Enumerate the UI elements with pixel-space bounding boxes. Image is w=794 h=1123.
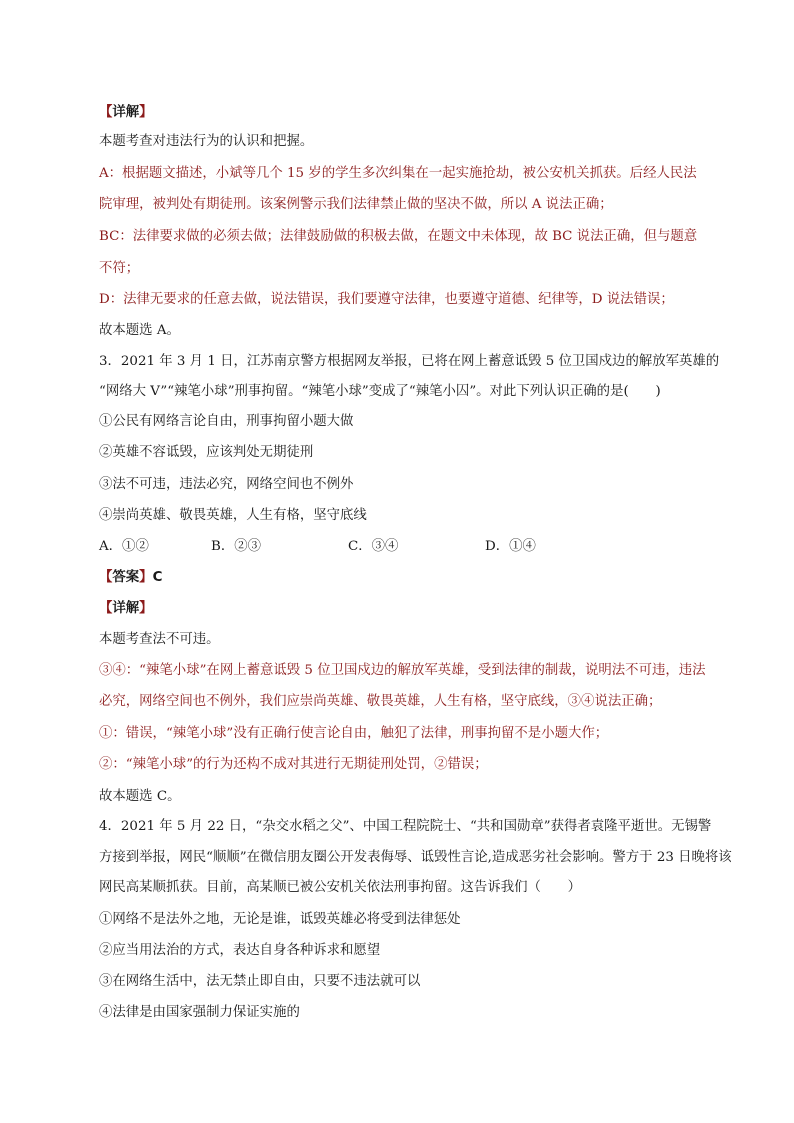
question-4-statement-1: ①网络不是法外之地，无论是谁，诋毁英雄必将受到法律惩处 [99,912,461,927]
question-4-statement-2: ②应当用法治的方式，表达自身各种诉求和愿望 [99,943,381,958]
choice-d: D．①④ [485,539,536,554]
explanation-a-line-2: 院审理，被判处有期徒刑。该案例警示我们法律禁止做的坚决不做，所以 A 说法正确； [99,197,613,212]
explanation-bc-line-1: BC：法律要求做的必须去做；法律鼓励做的积极去做，在题文中未体现，故 BC 说法正确，但与题意 [99,229,698,244]
answer-value: C [152,570,163,585]
explanation-34-line-1: ③④：“辣笔小球”在网上蓄意诋毁 5 位卫国戍边的解放军英雄，受到法律的制裁，说明法不可违，违法 [99,663,706,678]
question-4-line-3: 网民高某顺抓获。目前，高某顺已被公安机关依法刑事拘留。这告诉我们（ ） [99,880,582,895]
question-4-line-1: 4．2021 年 5 月 22 日，“杂交水稻之父”、中国工程院院士、“共和国勋章”获得者袁隆平逝世。无锡警 [99,819,712,834]
question-4-line-2: 方接到举报，网民“顺顺”在微信朋友圈公开发表侮辱、诋毁性言论,造成恶劣社会影响。警方于 23 日晚将该 [99,850,732,865]
question-3-statement-2: ②英雄不容诋毁，应该判处无期徒刑 [99,445,314,460]
question-3-statement-1: ①公民有网络言论自由，刑事拘留小题大做 [99,414,354,429]
choice-b: B．②③ [211,539,262,554]
choice-c: C．③④ [348,539,399,554]
answer-heading [99,569,162,587]
question-3-choices [99,538,599,556]
explanation-d-line: D：法律无要求的任意去做，说法错误，我们要遵守法律，也要遵守道德、纪律等，D 说法错误； [99,292,674,307]
detail-heading-1 [99,104,153,122]
bracket-close: 】 [139,570,153,585]
question-3-statement-4: ④崇尚英雄、敬畏英雄，人生有格，坚守底线 [99,508,367,523]
question-3-statement-3: ③法不可违，违法必究，网络空间也不例外 [99,477,354,492]
bracket-open: 【 [99,570,113,585]
detail-heading-2 [99,600,153,618]
question-3-line-2: “网络大 V”“辣笔小球”刑事拘留。“辣笔小球”变成了“辣笔小囚”。对此下列认识正确的是( ) [99,384,661,399]
bracket-close: 】 [139,601,153,616]
explanation-1-line: ①：错误，“辣笔小球”没有正确行使言论自由，触犯了法律，刑事拘留不是小题大作； [99,726,609,741]
question-3-line-1: 3．2021 年 3 月 1 日，江苏南京警方根据网友举报，已将在网上蓄意诋毁 5 位卫国戍边的解放军英雄的 [99,354,720,369]
choice-a: A．①② [99,539,149,554]
bracket-open: 【 [99,601,113,616]
heading-text: 详解 [112,105,140,120]
conclusion-2: 故本题选 C。 [99,789,181,804]
question-4-statement-3: ③在网络生活中，法无禁止即自由，只要不违法就可以 [99,974,421,989]
bracket-close: 】 [139,105,153,120]
question-4-statement-4: ④法律是由国家强制力保证实施的 [99,1005,300,1020]
heading-text: 详解 [112,601,140,616]
detail-intro-2: 本题考查法不可违。 [99,632,220,647]
detail-intro-1: 本题考查对违法行为的认识和把握。 [99,134,314,149]
bracket-open: 【 [99,105,113,120]
heading-text: 答案 [112,570,140,585]
explanation-2-line: ②：“辣笔小球”的行为还构不成对其进行无期徒刑处罚，②错误； [99,757,488,772]
explanation-bc-line-2: 不符； [99,261,140,276]
conclusion-1: 故本题选 A。 [99,323,180,338]
explanation-34-line-2: 必究，网络空间也不例外，我们应崇尚英雄、敬畏英雄，人生有格，坚守底线，③④说法正确； [99,694,662,709]
explanation-a-line-1: A：根据题文描述，小斌等几个 15 岁的学生多次纠集在一起实施抢劫，被公安机关抓获。后经人民法 [99,166,697,181]
